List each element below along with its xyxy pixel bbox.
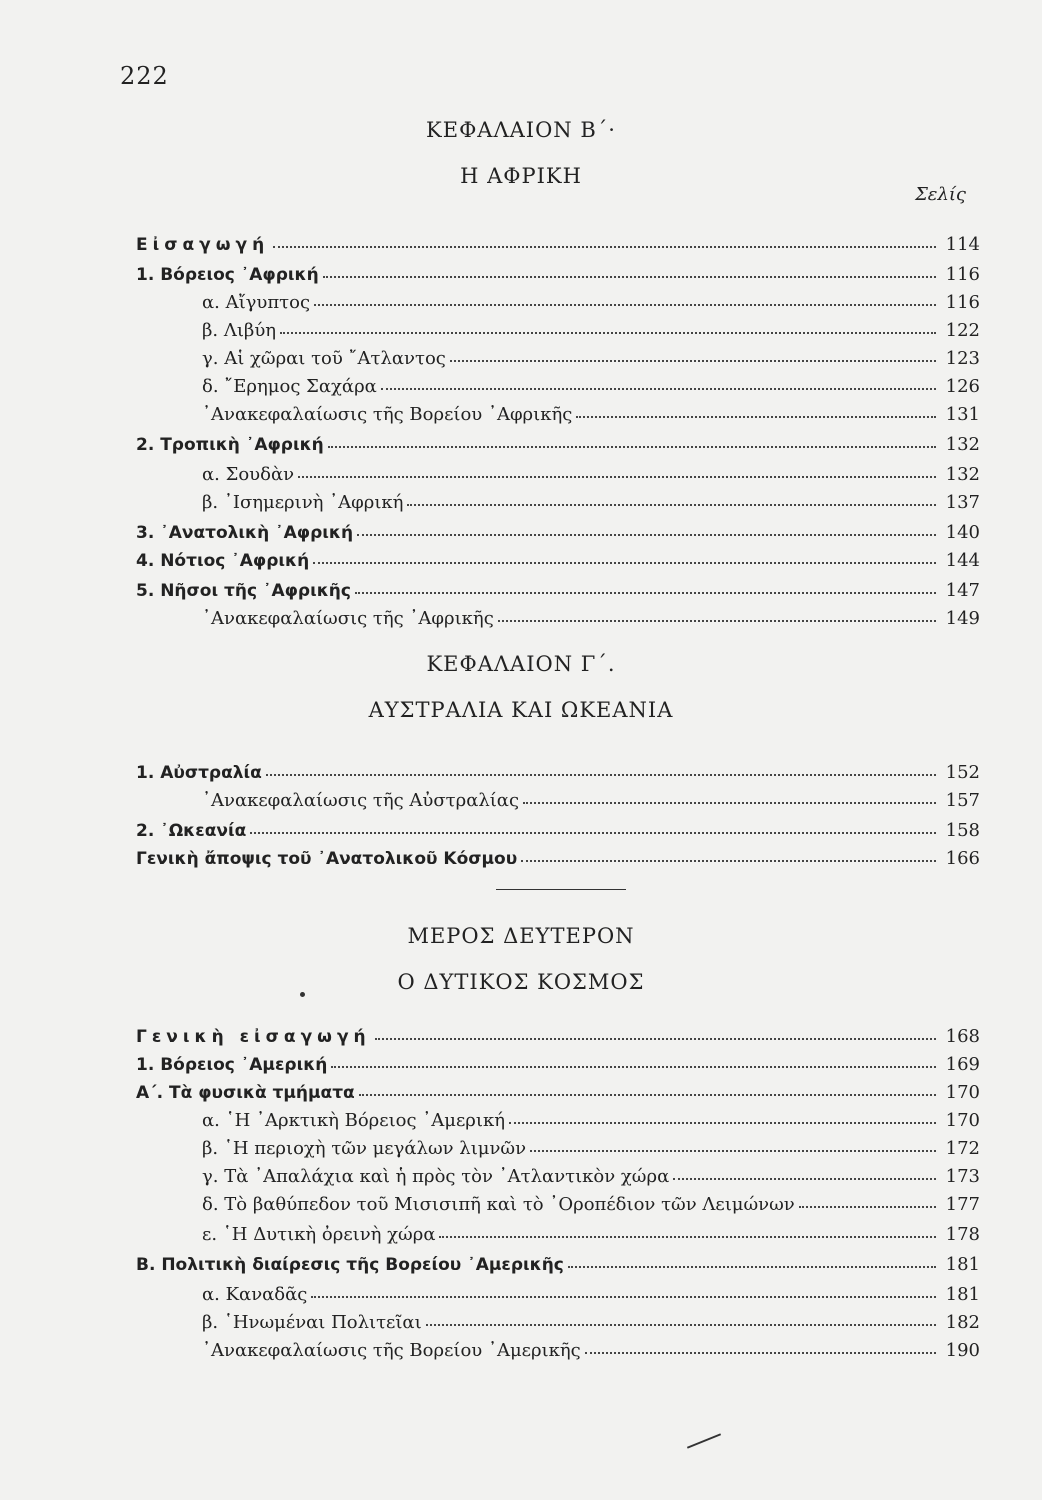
toc-entry-page: 114 — [945, 234, 980, 255]
dot-leader — [280, 330, 936, 334]
toc-entry-title: δ. ῎Ερημος Σαχάρα — [202, 376, 377, 397]
toc-entry-title: 1. Αὐστραλία — [136, 763, 262, 783]
toc-entry — [0, 1310, 1042, 1336]
toc-entry — [0, 432, 1042, 458]
toc-entry-page: 181 — [945, 1254, 980, 1275]
dot-leader — [355, 590, 936, 594]
toc-entry — [0, 374, 1042, 400]
toc-entry-title: 1. Βόρειος ᾿Αφρική — [136, 265, 319, 285]
toc-entry — [0, 1282, 1042, 1308]
toc-entry — [0, 1080, 1042, 1106]
dot-leader — [407, 502, 936, 506]
toc-entry-title: α. Καναδᾶς — [202, 1284, 308, 1305]
toc-entry — [0, 578, 1042, 604]
toc-entry-title: 2. ᾿Ωκεανία — [136, 821, 247, 841]
west-heading: Ο ΔΥΤΙΚΟΣ ΚΟΣΜΟΣ — [397, 970, 645, 994]
toc-entry-page: 166 — [945, 848, 980, 869]
dot-leader — [328, 444, 936, 448]
page-number: 222 — [120, 62, 169, 90]
toc-entry-page: 140 — [945, 522, 980, 543]
dot-leader — [521, 858, 936, 862]
toc-entry — [0, 262, 1042, 288]
toc-entry — [0, 1052, 1042, 1078]
dot-leader — [311, 1294, 936, 1298]
toc-entry — [0, 788, 1042, 814]
toc-entry — [0, 520, 1042, 546]
dot-leader — [509, 1120, 936, 1124]
dot-leader — [313, 560, 936, 564]
toc-entry-page: 132 — [945, 434, 980, 455]
dot-leader — [799, 1204, 936, 1208]
toc-entry-title: 5. Νῆσοι τῆς ᾿Αφρικῆς — [136, 581, 351, 601]
dot-leader — [426, 1322, 936, 1326]
dot-leader — [530, 1148, 936, 1152]
toc-entry-title: Β. Πολιτικὴ διαίρεσις τῆς Βορείου ᾿Αμερικῆς — [136, 1255, 564, 1275]
toc-entry-title: β. ῾Ηνωμέναι Πολιτεῖαι — [202, 1312, 422, 1333]
toc-entry-title: γ. Τὰ ᾿Απαλάχια καὶ ἡ πρὸς τὸν ᾿Ατλαντικὸν χώρα — [202, 1166, 670, 1187]
toc-entry — [0, 548, 1042, 574]
toc-entry-page: 173 — [945, 1166, 980, 1187]
toc-entry-title: 2. Τροπικὴ ᾿Αφρική — [136, 435, 324, 455]
toc-entry-page: 149 — [945, 608, 980, 629]
toc-entry-page: 177 — [945, 1194, 980, 1215]
toc-entry-title: α. Σουδὰν — [202, 464, 295, 485]
toc-entry-page: 144 — [945, 550, 980, 571]
toc-entry — [0, 1338, 1042, 1364]
toc-entry-page: 126 — [945, 376, 980, 397]
australia-heading: ΑΥΣΤΡΑΛΙΑ ΚΑΙ ΩΚΕΑΝΙΑ — [368, 698, 674, 722]
toc-entry — [0, 1136, 1042, 1162]
toc-entry-title: 1. Βόρειος ᾿Αμερική — [136, 1055, 328, 1075]
toc-entry — [0, 1252, 1042, 1278]
dot-leader — [375, 1036, 936, 1040]
toc-entry-title: 3. ᾿Ανατολικὴ ᾿Αφρική — [136, 523, 354, 543]
toc-entry — [0, 1108, 1042, 1134]
toc-entry — [0, 1024, 1042, 1050]
dot-leader — [323, 274, 936, 278]
toc-entry-page: 157 — [945, 790, 980, 811]
toc-entry-title: δ. Τὸ βαθύπεδον τοῦ Μισισιπῆ καὶ τὸ ᾿Οροπέδιον τῶν Λειμώνων — [202, 1194, 795, 1215]
toc-entry-title: Γενικὴ ἄποψις τοῦ ᾿Ανατολικοῦ Κόσμου — [136, 849, 518, 869]
toc-entry — [0, 1192, 1042, 1218]
toc-entry-page: 158 — [945, 820, 980, 841]
dot-leader — [273, 244, 936, 248]
section-divider — [496, 889, 626, 890]
pen-mark — [687, 1433, 721, 1448]
toc-entry-title: β. ᾿Ισημερινὴ ᾿Αφρική — [202, 492, 404, 513]
toc-entry-title: Α΄. Τὰ φυσικὰ τμήματα — [136, 1083, 355, 1103]
toc-entry-title: β. Λιβύη — [202, 320, 277, 341]
chapter-b-heading: ΚΕΦΑΛΑΙΟΝ Β΄· — [426, 118, 616, 142]
africa-heading: Η ΑΦΡΙΚΗ — [460, 164, 582, 188]
toc-entry-page: 116 — [945, 292, 980, 313]
dot-leader — [576, 414, 936, 418]
toc-entry — [0, 818, 1042, 844]
toc-entry-title: β. ῾Η περιοχὴ τῶν μεγάλων λιμνῶν — [202, 1138, 527, 1159]
dot-leader — [314, 302, 936, 306]
toc-entry-page: 137 — [945, 492, 980, 513]
toc-entry-title: 4. Νότιος ᾿Αφρική — [136, 551, 310, 571]
toc-entry-page: 170 — [945, 1110, 980, 1131]
toc-entry-page: 182 — [945, 1312, 980, 1333]
dot-leader — [439, 1234, 936, 1238]
toc-entry-title: ᾿Ανακεφαλαίωσις τῆς Αὐστραλίας — [202, 790, 520, 811]
toc-entry — [0, 462, 1042, 488]
toc-entry — [0, 760, 1042, 786]
dot-leader — [568, 1264, 936, 1268]
dot-leader — [357, 532, 936, 536]
toc-entry-title: Εἰσαγωγή — [136, 235, 270, 255]
toc-entry-page: 190 — [945, 1340, 980, 1361]
dot-leader — [266, 772, 936, 776]
chapter-c-heading: ΚΕΦΑΛΑΙΟΝ Γ΄. — [426, 652, 616, 676]
dot-leader — [673, 1176, 936, 1180]
toc-entry-page: 169 — [945, 1054, 980, 1075]
toc-entry-page: 122 — [945, 320, 980, 341]
toc-entry-page: 168 — [945, 1026, 980, 1047]
dot-leader — [298, 474, 936, 478]
toc-entry — [0, 606, 1042, 632]
toc-entry-page: 170 — [945, 1082, 980, 1103]
toc-entry — [0, 232, 1042, 258]
toc-entry-title: ᾿Ανακεφαλαίωσις τῆς Βορείου ᾿Αμερικῆς — [202, 1340, 581, 1361]
toc-entry-page: 116 — [945, 264, 980, 285]
toc-entry — [0, 402, 1042, 428]
toc-entry — [0, 346, 1042, 372]
dot-leader — [381, 386, 936, 390]
toc-entry-page: 178 — [945, 1224, 980, 1245]
toc-entry-page: 172 — [945, 1138, 980, 1159]
toc-entry-page: 147 — [945, 580, 980, 601]
toc-entry-page: 131 — [945, 404, 980, 425]
toc-entry-title: α. ῾Η ᾿Αρκτικὴ Βόρειος ᾿Αμερική — [202, 1110, 505, 1131]
part-two-heading: ΜΕΡΟΣ ΔΕΥΤΕΡΟΝ — [407, 924, 635, 948]
dot-leader — [250, 830, 936, 834]
dot-leader — [585, 1350, 936, 1354]
toc-entry-title: ε. ῾Η Δυτικὴ ὀρεινὴ χώρα — [202, 1224, 436, 1245]
toc-entry-page: 181 — [945, 1284, 980, 1305]
toc-entry-page: 123 — [945, 348, 980, 369]
toc-entry-page: 152 — [945, 762, 980, 783]
toc-entry-title: ᾿Ανακεφαλαίωσις τῆς ᾿Αφρικῆς — [202, 608, 494, 629]
toc-entry — [0, 290, 1042, 316]
toc-entry — [0, 1222, 1042, 1248]
dot-leader — [523, 800, 936, 804]
dot-leader — [498, 618, 936, 622]
dot-leader — [359, 1092, 936, 1096]
toc-entry-page: 132 — [945, 464, 980, 485]
toc-entry — [0, 1164, 1042, 1190]
dot-leader — [450, 358, 936, 362]
toc-entry-title: γ. Αἱ χῶραι τοῦ ῎Ατλαντος — [202, 348, 446, 369]
dot-leader — [331, 1064, 936, 1068]
toc-entry-title: Γενικὴ εἰσαγωγή — [136, 1027, 371, 1047]
toc-entry — [0, 490, 1042, 516]
page-column-header: Σελίς — [915, 184, 966, 205]
toc-entry — [0, 318, 1042, 344]
toc-entry-title: α. Αἴγυπτος — [202, 292, 311, 313]
toc-entry — [0, 846, 1042, 872]
toc-entry-title: ᾿Ανακεφαλαίωσις τῆς Βορείου ᾿Αφρικῆς — [202, 404, 573, 425]
